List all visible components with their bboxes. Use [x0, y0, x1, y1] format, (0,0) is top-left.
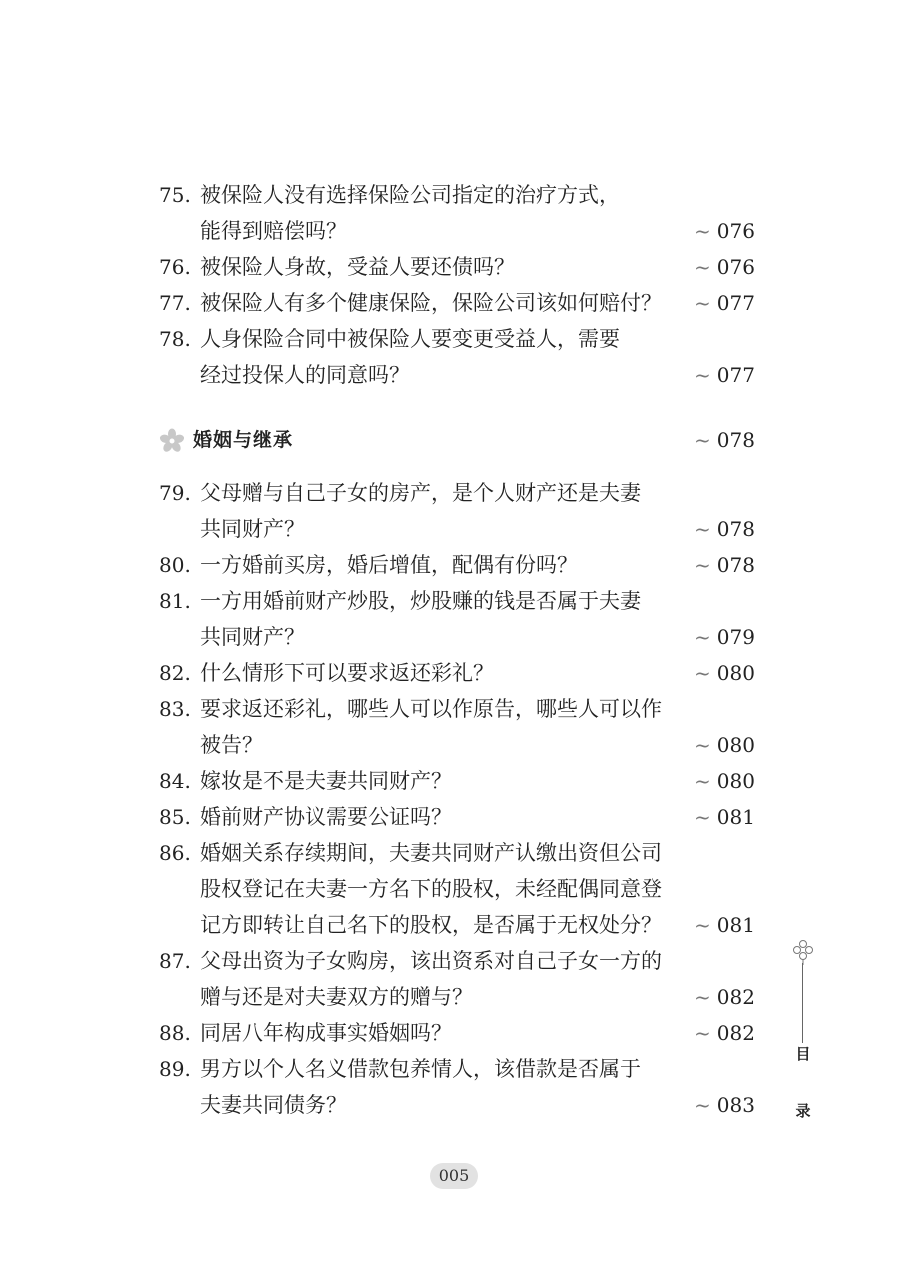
entry-page-number: 082	[716, 1021, 755, 1045]
toc-entry[interactable]	[0, 249, 909, 285]
toc-entry[interactable]	[0, 177, 909, 249]
tilde-mark: ~	[694, 913, 711, 937]
entry-title-line: 婚姻关系存续期间，夫妻共同财产认缴出资但公司	[200, 841, 662, 865]
tilde-mark: ~	[694, 985, 711, 1009]
tilde-mark: ~	[694, 733, 711, 757]
entry-title-line: 被保险人有多个健康保险，保险公司该如何赔付？	[200, 291, 662, 315]
toc-entry[interactable]	[0, 835, 909, 943]
side-label-char-2: 录	[795, 1102, 811, 1120]
toc-entry[interactable]	[0, 691, 909, 763]
entry-title-line: 父母出资为子女购房，该出资系对自己子女一方的	[200, 949, 662, 973]
side-label-char-1: 目	[795, 1045, 811, 1063]
entry-number: 79.	[159, 481, 191, 505]
toc-entry[interactable]	[0, 475, 909, 547]
toc-entry[interactable]	[0, 1015, 909, 1051]
entry-number: 75.	[159, 183, 191, 207]
entry-number: 77.	[159, 291, 191, 315]
entry-page-number: 077	[716, 363, 755, 387]
entry-page-ref	[694, 619, 764, 655]
entry-page-ref	[694, 511, 764, 547]
entry-title-line: 嫁妆是不是夫妻共同财产？	[200, 769, 452, 793]
entry-number: 78.	[159, 327, 191, 351]
entry-title-line: 共同财产？	[200, 517, 305, 541]
tilde-mark: ~	[694, 553, 711, 577]
entry-title-line: 夫妻共同债务？	[200, 1093, 347, 1117]
entry-title-line: 记方即转让自己名下的股权，是否属于无权处分？	[200, 913, 662, 937]
entry-page-number: 080	[716, 733, 755, 757]
tilde-mark: ~	[694, 1021, 711, 1045]
entry-title-line: 被告？	[200, 733, 263, 757]
entry-page-ref	[694, 285, 764, 321]
entry-title-line: 人身保险合同中被保险人要变更受益人，需要	[200, 327, 620, 351]
tilde-mark: ~	[694, 517, 711, 541]
entry-page-number: 082	[716, 985, 755, 1009]
tilde-mark: ~	[694, 769, 711, 793]
entry-page-number: 076	[716, 219, 755, 243]
entry-number: 85.	[159, 805, 191, 829]
tilde-mark: ~	[694, 625, 711, 649]
entry-page-ref	[694, 1015, 764, 1051]
side-tab	[785, 935, 821, 1135]
entry-page-number: 078	[716, 553, 755, 577]
tilde-mark: ~	[694, 805, 711, 829]
tilde-mark: ~	[694, 291, 711, 315]
entry-page-number: 076	[716, 255, 755, 279]
entry-title-line: 被保险人身故，受益人要还债吗？	[200, 255, 515, 279]
toc-entry[interactable]	[0, 285, 909, 321]
entry-title-line: 能得到赔偿吗？	[200, 219, 347, 243]
entry-title-line: 股权登记在夫妻一方名下的股权，未经配偶同意登	[200, 877, 662, 901]
entry-number: 84.	[159, 769, 191, 793]
entry-title-line: 赠与还是对夫妻双方的赠与？	[200, 985, 473, 1009]
section-heading[interactable]	[0, 422, 909, 458]
entry-page-number: 079	[716, 625, 755, 649]
entry-page-number: 081	[716, 805, 755, 829]
entry-page-ref	[694, 655, 764, 691]
toc-entry[interactable]	[0, 799, 909, 835]
section-title: 婚姻与继承	[193, 429, 294, 451]
knot-ornament-icon	[792, 939, 814, 965]
entry-title-line: 共同财产？	[200, 625, 305, 649]
entry-page-number: 080	[716, 661, 755, 685]
toc-entry[interactable]	[0, 547, 909, 583]
entry-title-line: 要求返还彩礼，哪些人可以作原告，哪些人可以作	[200, 697, 662, 721]
section-page-number: 078	[716, 428, 755, 452]
entry-title-line: 一方用婚前财产炒股，炒股赚的钱是否属于夫妻	[200, 589, 641, 613]
side-divider-line	[802, 963, 803, 1043]
entry-page-ref	[694, 979, 764, 1015]
entry-page-number: 083	[716, 1093, 755, 1117]
entry-number: 76.	[159, 255, 191, 279]
entry-number: 87.	[159, 949, 191, 973]
toc-entry[interactable]	[0, 763, 909, 799]
entry-title-line: 什么情形下可以要求返还彩礼？	[200, 661, 494, 685]
tilde-mark: ~	[694, 428, 711, 452]
entry-page-ref	[694, 727, 764, 763]
entry-number: 81.	[159, 589, 191, 613]
entry-title-line: 经过投保人的同意吗？	[200, 363, 410, 387]
flower-icon	[159, 428, 185, 454]
entry-page-ref	[694, 357, 764, 393]
toc-entry[interactable]	[0, 943, 909, 1015]
entry-page-ref	[694, 799, 764, 835]
entry-title-line: 一方婚前买房，婚后增值，配偶有份吗？	[200, 553, 578, 577]
toc-entry[interactable]	[0, 655, 909, 691]
entry-page-number: 078	[716, 517, 755, 541]
toc-entry[interactable]	[0, 321, 909, 393]
entry-page-ref	[694, 763, 764, 799]
entry-number: 82.	[159, 661, 191, 685]
entry-title-line: 同居八年构成事实婚姻吗？	[200, 1021, 452, 1045]
entry-page-number: 081	[716, 913, 755, 937]
entry-number: 89.	[159, 1057, 191, 1081]
entry-title-line: 被保险人没有选择保险公司指定的治疗方式，	[200, 183, 620, 207]
entry-page-ref	[694, 547, 764, 583]
tilde-mark: ~	[694, 219, 711, 243]
tilde-mark: ~	[694, 363, 711, 387]
entry-title-line: 父母赠与自己子女的房产，是个人财产还是夫妻	[200, 481, 641, 505]
toc-entry[interactable]	[0, 1051, 909, 1123]
entry-number: 80.	[159, 553, 191, 577]
entry-page-ref	[694, 213, 764, 249]
page-folio: 005	[430, 1163, 478, 1189]
entry-number: 83.	[159, 697, 191, 721]
entry-page-ref	[694, 907, 764, 943]
entry-page-number: 077	[716, 291, 755, 315]
entry-title-line: 男方以个人名义借款包养情人，该借款是否属于	[200, 1057, 641, 1081]
entry-number: 88.	[159, 1021, 191, 1045]
entry-title-line: 婚前财产协议需要公证吗？	[200, 805, 452, 829]
entry-number: 86.	[159, 841, 191, 865]
toc-entry[interactable]	[0, 583, 909, 655]
entry-page-number: 080	[716, 769, 755, 793]
tilde-mark: ~	[694, 255, 711, 279]
section-page-ref	[694, 422, 764, 458]
entry-page-ref	[694, 1087, 764, 1123]
tilde-mark: ~	[694, 661, 711, 685]
entry-page-ref	[694, 249, 764, 285]
tilde-mark: ~	[694, 1093, 711, 1117]
